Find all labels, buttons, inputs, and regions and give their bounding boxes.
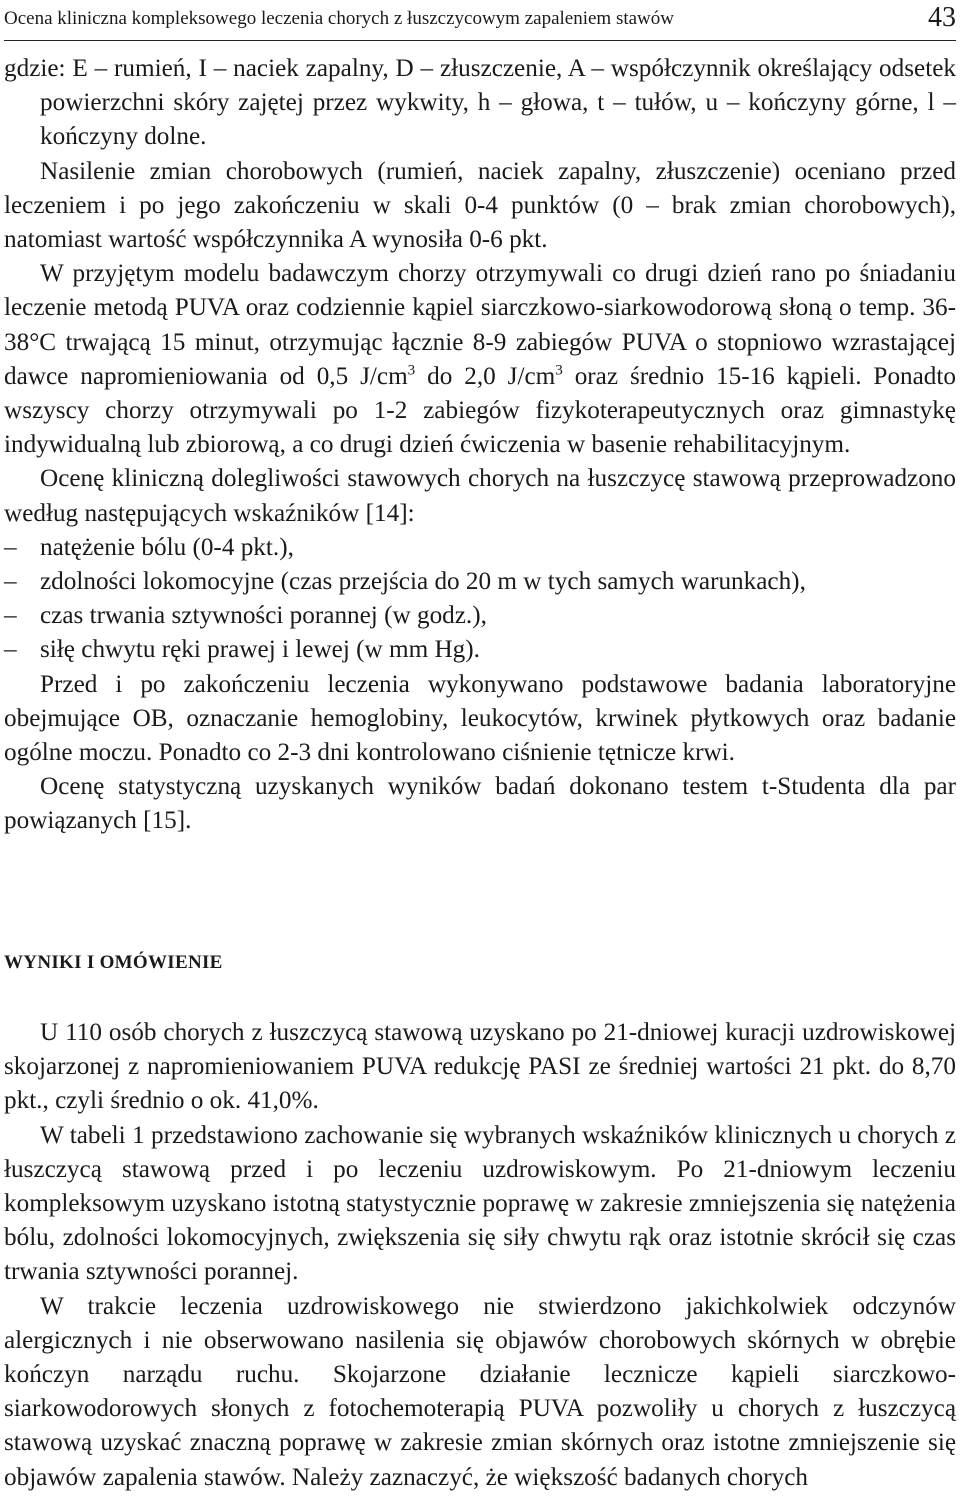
section-heading-results: WYNIKI I OMÓWIENIE [4,952,223,973]
list-dash: – [4,533,17,561]
list-item [4,599,956,633]
page-header [4,2,956,36]
paragraph-laboratory-tests: Przed i po zakończeniu leczenia wykonywano podstawowe badania laboratoryjne obejmujące OB, oznaczanie hemoglobiny, leukocytów, krwinek płytkowych oraz badanie ogólne moczu. Ponadto co 2-3 dni kontrolowano ciśnienie tętnicze krwi. [4,670,956,767]
paragraph-table-summary: W tabeli 1 przedstawiono zachowanie się wybranych wskaźników klinicznych u chorych z łuszczycą stawową przed i po leczeniu uzdrowiskowym. Po 21-dniowym leczeniu kompleksowym uzyskano istotną statystycznie poprawę w zakresie zmniejszenia się natężenia bólu, zdolności lokomocyjnych, zwiększenia się siły chwytu rąk oraz istotnie skrócił się czas trwania sztywności porannej. [4,1121,956,1286]
list-item [4,531,956,565]
treatment-text-1: W przyjętym modelu badawczym chorzy otrzymywali co drugi dzień rano po śniadaniu leczenie metodą PUVA oraz codziennie kąpiel siarczkowo-siarkowodorową słoną o temp. 36-38°C trwającą 15 minut, otrzymując łącznie 8-9 zabiegów PUVA o stopniowo wzrastającej dawce napromieniowania od 0,5 J/cm [4,260,956,390]
list-item-text: czas trwania sztywności porannej (w godz.), [40,602,487,630]
list-item-text: siłę chwytu ręki prawej i lewej (w mm Hg). [40,636,480,664]
indicator-list [4,531,956,668]
paragraph-clinical-assessment: Ocenę kliniczną dolegliwości stawowych chorych na łuszczycę stawową przeprowadzono według następujących wskaźników [14]: [4,465,956,527]
paragraph-pasi-reduction: U 110 osób chorych z łuszczycą stawową uzyskano po 21-dniowej kuracji uzdrowiskowej skojarzonej z napromieniowaniem PUVA redukcję PASI ze średniej wartości 21 pkt. do 8,70 pkt., czyli średnio o ok. 41,0%. [4,1019,956,1115]
list-item [4,565,956,599]
list-item-text: natężenie bólu (0-4 pkt.), [40,533,294,561]
paragraph-statistics: Ocenę statystyczną uzyskanych wyników badań dokonano testem t-Studenta dla par powiązanych [15]. [4,773,956,835]
formula-legend: gdzie: E – rumień, I – naciek zapalny, D – złuszczenie, A – współczynnik określający odsetek powierzchni skóry zajętej przez wykwity, h – głowa, t – tułów, u – kończyny górne, l – kończyny dolne. [4,55,956,151]
superscript-unit-2: 3 [555,362,563,379]
page-number: 43 [928,2,956,33]
list-dash: – [4,602,17,630]
paragraph-safety: W trakcie leczenia uzdrowiskowego nie stwierdzono jakichkolwiek odczynów alergicznych i nie obserwowano nasilenia się objawów chorobowych skórnych w obrębie kończyn narządu ruchu. Skojarzone działanie lecznicze kąpieli siarczkowo-siarkowodorowych słonych z fotochemoterapią PUVA pozwoliły u chorych z łuszczycą stawową uzyskać znaczną poprawę w zakresie zmian skórnych oraz istotne zmniejszenie się objawów zapalenia stawów. Należy zaznaczyć, że większość badanych chorych [4,1292,956,1491]
list-item-text: zdolności lokomocyjne (czas przejścia do 20 m w tych samych warunkach), [40,568,806,596]
running-title: Ocena kliniczna kompleksowego leczenia chorych z łuszczycowym zapaleniem stawów [4,8,675,29]
treatment-text-2: do 2,0 J/cm [415,362,556,390]
list-dash: – [4,568,17,596]
list-dash: – [4,636,17,664]
paragraph-treatment-model [4,257,956,462]
header-divider [4,40,956,41]
methods-section [4,52,956,839]
list-item [4,633,956,667]
superscript-unit-1: 3 [407,362,416,379]
treatment-text-3: oraz średnio 15-16 kąpieli. Ponadto wszyscy chorzy otrzymywali po 1-2 zabiegów fizykoterapeutycznych oraz gimnastykę indywidualną lub zbiorową, a co drugi dzień ćwiczenia w basenie rehabilitacyjnym. [4,362,956,459]
paragraph-severity-scale: Nasilenie zmian chorobowych (rumień, naciek zapalny, złuszczenie) oceniano przed leczeniem i po jego zakończeniu w skali 0-4 punktów (0 – brak zmian chorobowych), natomiast wartość współczynnika A wynosiła 0-6 pkt. [4,157,956,254]
results-section [4,1016,956,1495]
